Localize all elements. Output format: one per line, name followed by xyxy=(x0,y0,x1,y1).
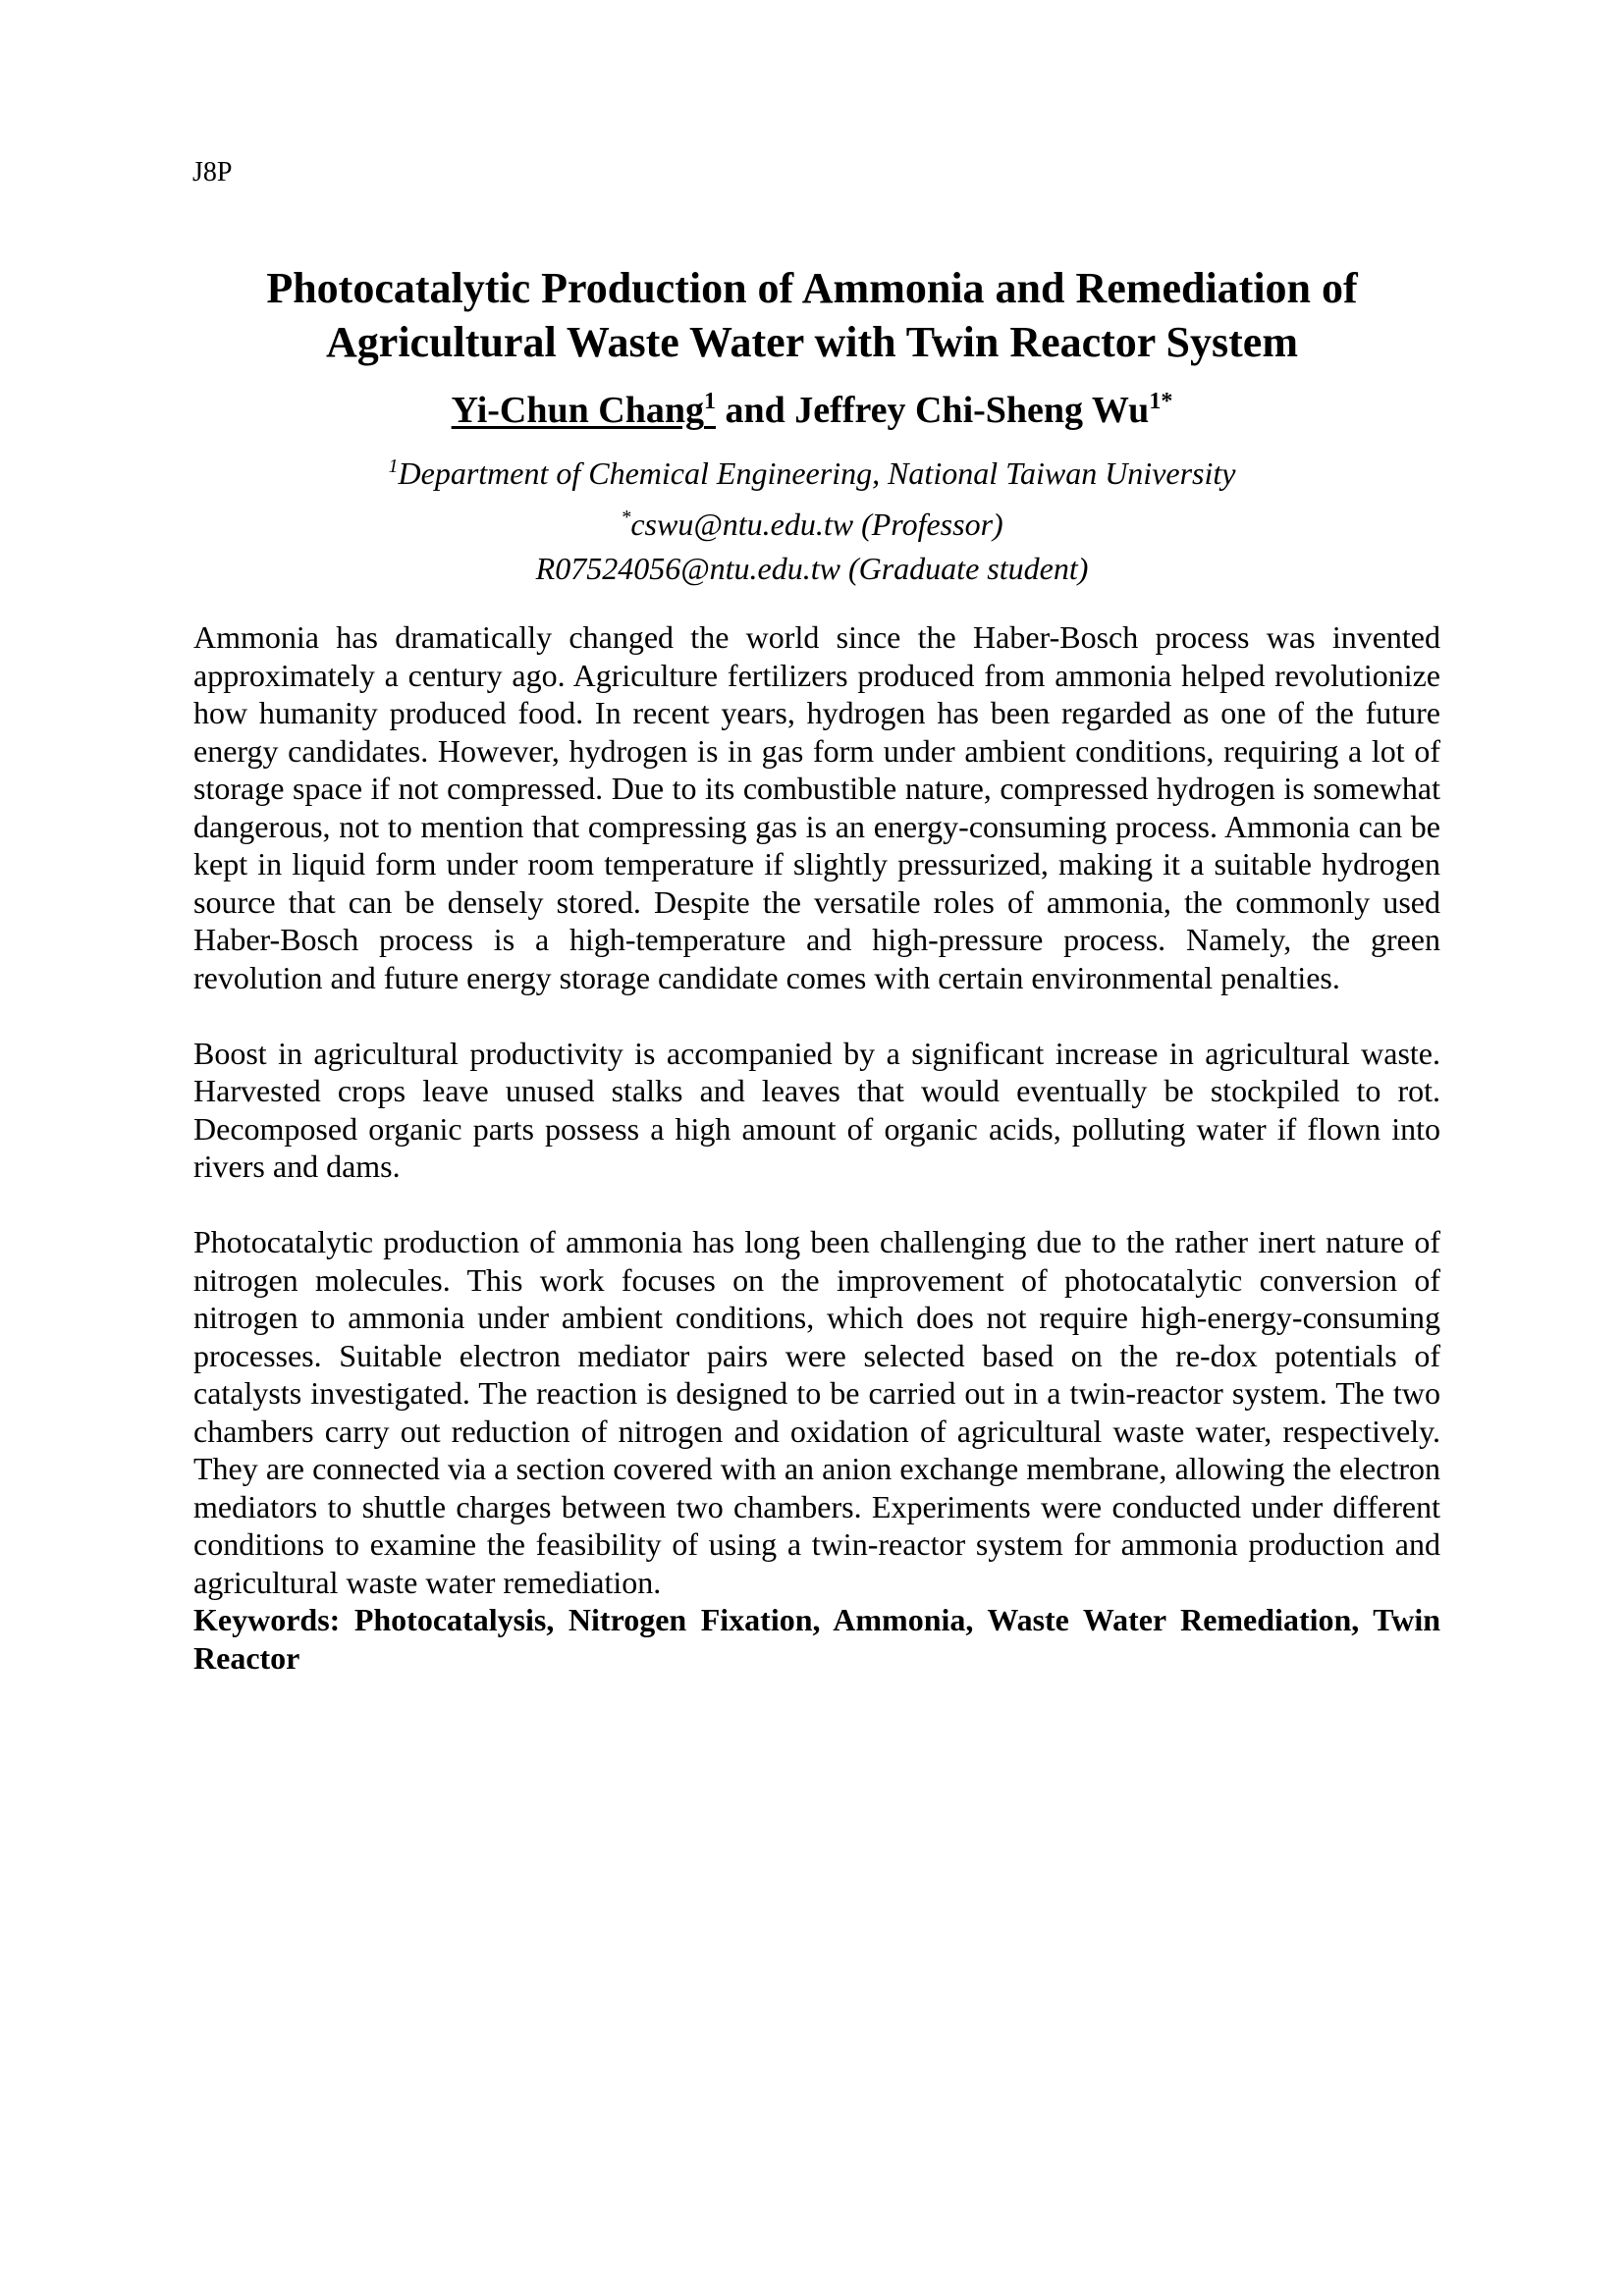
author-joiner: and xyxy=(715,390,795,431)
author-first-affil-sup: 1 xyxy=(703,389,716,414)
title-line-2: Agricultural Waste Water with Twin Reactor System xyxy=(326,318,1298,366)
author-first-name: Yi-Chun Chang xyxy=(451,390,704,431)
keywords-line: Keywords: Photocatalysis, Nitrogen Fixation, Ammonia, Waste Water Remediation, Twin Reactor xyxy=(193,1602,1440,1676)
corresponding-author-mark: * xyxy=(1161,389,1173,414)
abstract-paragraph-1: Ammonia has dramatically changed the world since the Haber-Bosch process was invented approximately a century ago. Agriculture fertilizers produced from ammonia helped revolutionize how humanity produced food. In recent years, hydrogen has been regarded as one of the future energy candidates. However, hydrogen is in gas form under ambient conditions, requiring a lot of storage space if not compressed. Due to its combustible nature, compressed hydrogen is somewhat dangerous, not to mention that compressing gas is an energy-consuming process. Ammonia can be kept in liquid form under room temperature if slightly pressurized, making it a suitable hydrogen source that can be densely stored. Despite the versatile roles of ammonia, the commonly used Haber-Bosch process is a high-temperature and high-pressure process. Namely, the green revolution and future energy storage candidate comes with certain environmental penalties. xyxy=(193,619,1440,995)
email-mark: * xyxy=(621,507,631,528)
author-second-name: Jeffrey Chi-Sheng Wu xyxy=(794,390,1150,431)
page-code: J8P xyxy=(192,157,233,187)
author-first xyxy=(452,390,716,431)
author-second-affil-sup: 1 xyxy=(1149,389,1162,414)
email-student: R07524056@ntu.edu.tw (Graduate student) xyxy=(535,551,1089,586)
paper-title xyxy=(167,261,1457,369)
author-list xyxy=(167,378,1457,434)
affiliation-line xyxy=(167,445,1457,496)
abstract-paragraph-2: Boost in agricultural productivity is accompanied by a significant increase in agricultural waste. Harvested crops leave unused stalks and leaves that would eventually be stockpiled to rot. Decomposed organic parts possess a high amount of organic acids, polluting water if flown into rivers and dams. xyxy=(193,1035,1440,1184)
affiliation-sup: 1 xyxy=(388,455,399,477)
title-line-1: Photocatalytic Production of Ammonia and Remediation of xyxy=(266,264,1358,312)
email-professor: cswu@ntu.edu.tw (Professor) xyxy=(630,507,1003,542)
email-professor-line xyxy=(167,496,1457,547)
affiliation-text: Department of Chemical Engineering, National Taiwan University xyxy=(398,455,1236,491)
abstract-paragraph-3: Photocatalytic production of ammonia has long been challenging due to the rather inert nature of nitrogen molecules. This work focuses on the improvement of photocatalytic conversion of nitrogen to ammonia under ambient conditions, which does not require high-energy-consuming processes. Suitable electron mediator pairs were selected based on the re-dox potentials of catalysts investigated. The reaction is designed to be carried out in a twin-reactor system. The two chambers carry out reduction of nitrogen and oxidation of agricultural waste water, respectively. They are connected via a section covered with an anion exchange membrane, allowing the electron mediators to shuttle charges between two chambers. Experiments were conducted under different conditions to examine the feasibility of using a twin-reactor system for ammonia production and agricultural waste water remediation. xyxy=(193,1224,1440,1600)
abstract-body xyxy=(193,618,1440,1715)
affiliation-block xyxy=(167,445,1457,591)
